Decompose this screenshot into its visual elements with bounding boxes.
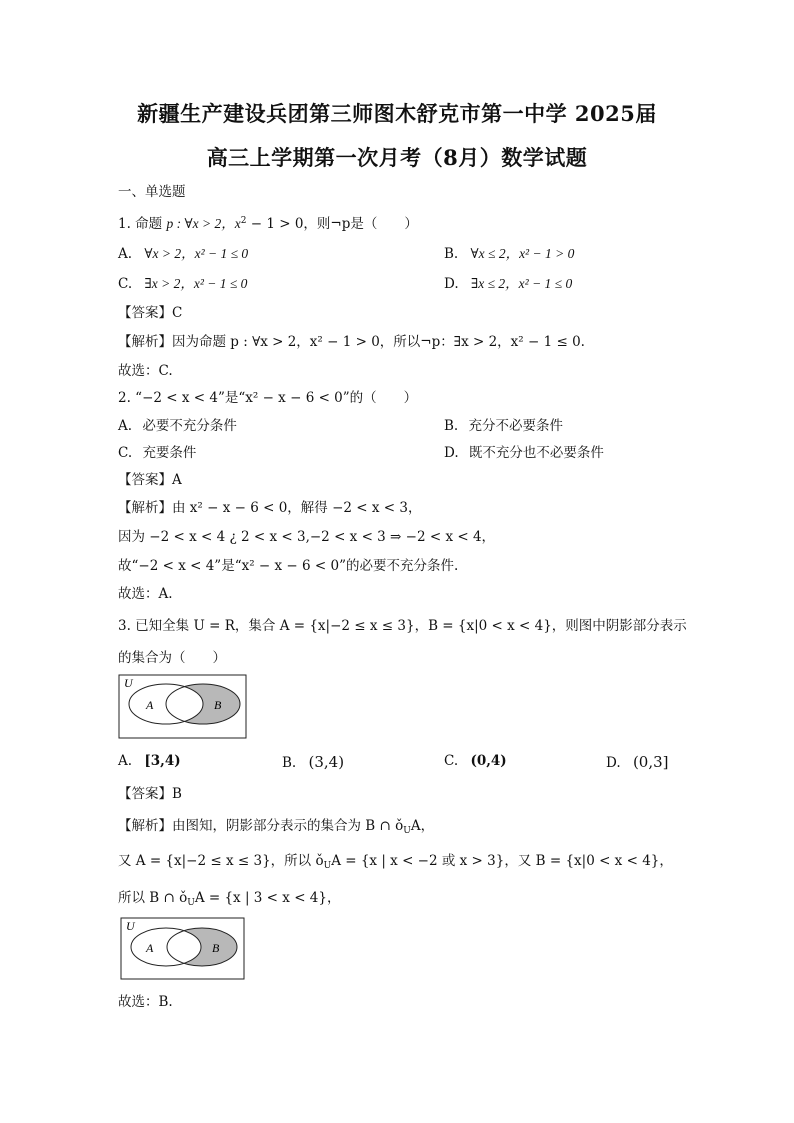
option-label: A. (118, 753, 133, 769)
q2-analysis-3: 故“−2 < x < 4”是“x² − x − 6 < 0”的必要不充分条件. (118, 558, 459, 574)
q3-option-a[interactable] (118, 753, 181, 769)
q2-analysis-1: 【解析】由 x² − x − 6 < 0，解得 −2 < x < 3， (118, 500, 422, 516)
q3-analysis-2 (118, 849, 673, 871)
title-line-1: 新疆生产建设兵团第三师图木舒克市第一中学 2025届 (137, 101, 657, 126)
q1-stem-prefix: 1. 命题 (118, 216, 163, 232)
q3-analysis-3-sub: U (187, 898, 195, 908)
q2-option-c[interactable] (118, 441, 196, 461)
option-label: A. (118, 418, 133, 434)
option-text: ∀x > 2，x² − 1 ≤ 0 (144, 246, 249, 261)
q1-option-b[interactable] (444, 242, 574, 262)
venn-label-b: B (212, 941, 220, 955)
option-label: C. (444, 753, 459, 769)
option-text: ∃x > 2，x² − 1 ≤ 0 (144, 276, 248, 291)
q3-answer: 【答案】B (118, 786, 182, 802)
q1-option-c[interactable] (118, 272, 247, 292)
q3-stem-2: 的集合为（ ） (118, 650, 226, 666)
option-text: (0,3] (632, 753, 669, 771)
option-text: ∀x ≤ 2，x² − 1 > 0 (470, 246, 575, 261)
q1-analysis: 【解析】因为命题 p : ∀x > 2，x² − 1 > 0，所以¬p：∃x > 2，x² − 1 ≤ 0. (118, 334, 585, 350)
q3-option-d[interactable] (606, 753, 669, 771)
q2-option-a[interactable] (118, 414, 237, 434)
q3-analysis-1 (118, 814, 434, 836)
option-label: D. (606, 755, 621, 771)
option-label: C. (118, 445, 133, 461)
q3-analysis-2-text: 又 A = {x|−2 ≤ x ≤ 3}，所以 ǒ (118, 853, 324, 869)
q3-analysis-1-end: A， (410, 818, 435, 834)
venn-diagram-1 (118, 674, 248, 740)
option-text: ∃x ≤ 2，x² − 1 ≤ 0 (470, 276, 573, 291)
q3-analysis-1-sub: U (403, 826, 411, 836)
q1-option-a[interactable] (118, 242, 248, 262)
option-label: A. (118, 246, 133, 262)
q3-stem-1: 3. 已知全集 U = R，集合 A = {x|−2 ≤ x ≤ 3}，B = {x|0 < x < 4}，则图中阴影部分表示 (118, 618, 687, 634)
q1-stem-suffix: − 1 > 0，则¬p是（ ） (246, 216, 418, 232)
option-label: B. (444, 246, 459, 262)
venn-label-b: B (214, 698, 222, 712)
q2-option-d[interactable] (444, 441, 604, 461)
q3-option-b[interactable] (282, 753, 344, 771)
q2-option-b[interactable] (444, 414, 563, 434)
q2-analysis-2: 因为 −2 < x < 4 ¿ 2 < x < 3,−2 < x < 3 ⇒ −2 < x < 4， (118, 529, 496, 545)
option-text: 充要条件 (142, 445, 197, 461)
q1-option-d[interactable] (444, 272, 572, 292)
q1-stem (118, 212, 418, 232)
venn-label-a: A (146, 941, 154, 955)
option-text: 必要不充分条件 (142, 418, 237, 434)
q1-conclusion: 故选：C. (118, 363, 173, 379)
option-text: (3,4) (308, 753, 345, 771)
q1-answer: 【答案】C (118, 305, 183, 321)
option-label: B. (282, 755, 297, 771)
option-label: D. (444, 276, 459, 292)
q1-stem-sup: 2 (240, 216, 247, 226)
q2-conclusion: 故选：A. (118, 586, 173, 602)
q2-answer: 【答案】A (118, 472, 182, 488)
option-text: 充分不必要条件 (468, 418, 564, 434)
option-label: C. (118, 276, 133, 292)
q3-analysis-2-end: A = {x | x < −2 或 x > 3}，又 B = {x|0 < x < 4}， (331, 853, 673, 869)
venn-label-a: A (146, 698, 154, 712)
section-heading: 一、单选题 (118, 184, 186, 200)
q3-analysis-2-sub: U (323, 861, 332, 871)
q3-analysis-1-text: 【解析】由图知，阴影部分表示的集合为 B ∩ ǒ (118, 818, 404, 834)
option-label: D. (444, 445, 459, 461)
q3-analysis-3 (118, 886, 340, 908)
venn-label-u: U (124, 676, 133, 690)
q3-analysis-3-text: 所以 B ∩ ǒ (118, 890, 188, 906)
option-text: (0,4) (470, 753, 507, 769)
venn-label-u: U (126, 919, 135, 933)
q2-stem: 2. “−2 < x < 4”是“x² − x − 6 < 0”的（ ） (118, 390, 418, 406)
option-label: B. (444, 418, 459, 434)
title-line-2: 高三上学期第一次月考（8月）数学试题 (206, 145, 588, 170)
q1-stem-prop: p : ∀x > 2，x (166, 216, 241, 231)
q3-option-c[interactable] (444, 753, 507, 769)
option-text: [3,4) (144, 753, 181, 769)
q3-analysis-3-end: A = {x | 3 < x < 4}， (194, 890, 341, 906)
venn-set-a (131, 928, 201, 966)
q3-conclusion: 故选：B. (118, 994, 173, 1010)
option-text: 既不充分也不必要条件 (468, 445, 604, 461)
venn-diagram-2 (120, 917, 246, 981)
